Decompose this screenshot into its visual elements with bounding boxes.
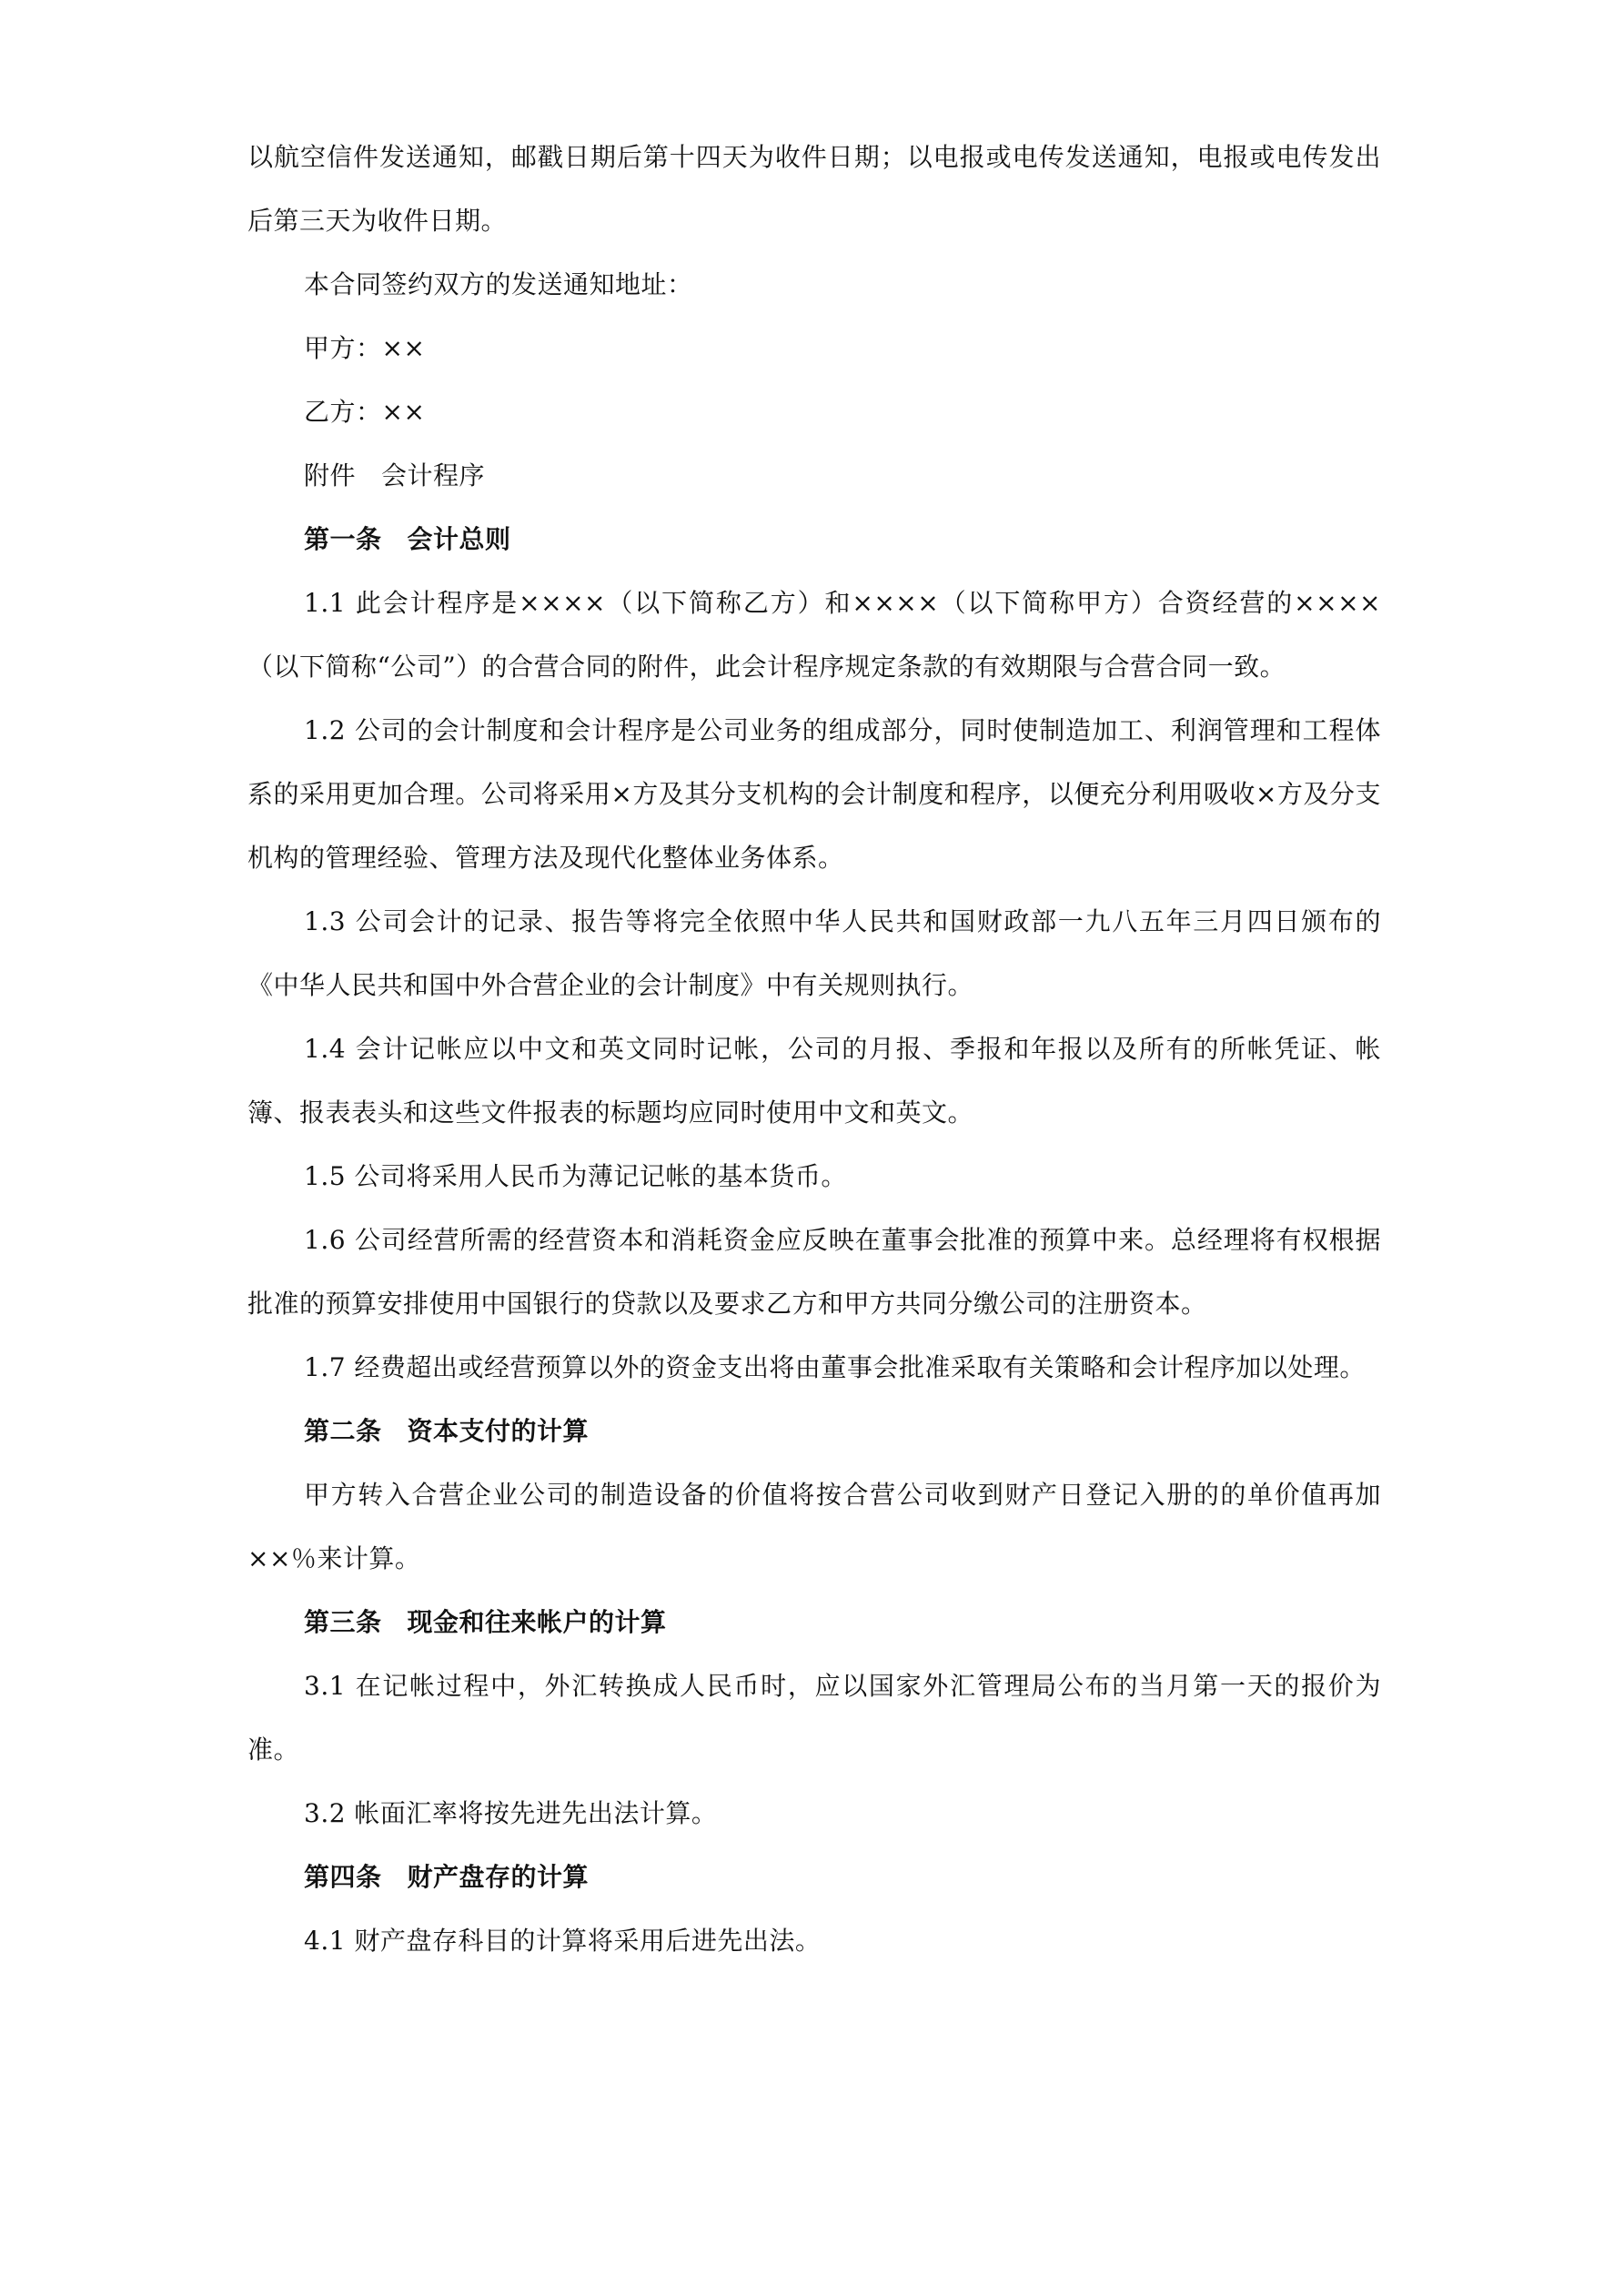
article-1-heading — [247, 508, 1381, 571]
article-4-number: 第四条 — [304, 1862, 382, 1892]
article-1-title: 会计总则 — [407, 524, 511, 554]
document-page — [247, 126, 1381, 1973]
party-a-address: 甲方：×× — [304, 333, 426, 363]
clause-3-1: 3.1 在记帐过程中，外汇转换成人民币时，应以国家外汇管理局公布的当月第一天的报价为准。 — [247, 1671, 1381, 1765]
clause-3-2: 3.2 帐面汇率将按先进先出法计算。 — [304, 1798, 718, 1828]
clause-1-6: 1.6 公司经营所需的经营资本和消耗资金应反映在董事会批准的预算中来。总经理将有权根据批准的预算安排使用中国银行的贷款以及要求乙方和甲方共同分缴公司的注册资本。 — [247, 1225, 1381, 1319]
attachment-title: 会计程序 — [381, 460, 486, 491]
article-4-title: 财产盘存的计算 — [407, 1862, 590, 1892]
clause-1-4: 1.4 会计记帐应以中文和英文同时记帐，公司的月报、季报和年报以及所有的所帐凭证、帐簿、报表表头和这些文件报表的标题均应同时使用中文和英文。 — [247, 1034, 1381, 1128]
article-2-title: 资本支付的计算 — [407, 1416, 590, 1446]
attachment-label: 附件 — [304, 460, 357, 491]
article-3-title: 现金和往来帐户的计算 — [407, 1607, 667, 1637]
intro-paragraph-notice-dates: 以航空信件发送通知，邮戳日期后第十四天为收件日期；以电报或电传发送通知，电报或电传发出后第三天为收件日期。 — [247, 142, 1381, 236]
article-4-heading — [247, 1846, 1381, 1909]
article-1-number: 第一条 — [304, 524, 382, 554]
clause-1-2: 1.2 公司的会计制度和会计程序是公司业务的组成部分，同时使制造加工、利润管理和工程体系的采用更加合理。公司将采用×方及其分支机构的会计制度和程序，以便充分利用吸收×方及分支机构的管理经验、管理方法及现代化整体业务体系。 — [247, 715, 1381, 873]
article-2-heading — [247, 1400, 1381, 1463]
clause-1-1: 1.1 此会计程序是××××（以下简称乙方）和××××（以下简称甲方）合资经营的××××（以下简称“公司”）的合营合同的附件，此会计程序规定条款的有效期限与合营合同一致。 — [247, 588, 1381, 682]
article-3-heading — [247, 1591, 1381, 1654]
clause-4-1: 4.1 财产盘存科目的计算将采用后进先出法。 — [304, 1926, 822, 1956]
clause-1-5: 1.5 公司将采用人民币为薄记记帐的基本货币。 — [304, 1161, 847, 1191]
article-2-number: 第二条 — [304, 1416, 382, 1446]
article-2-paragraph: 甲方转入合营企业公司的制造设备的价值将按合营公司收到财产日登记入册的的单价值再加××％来计算。 — [247, 1480, 1381, 1573]
party-b-address: 乙方：×× — [304, 397, 426, 427]
clause-1-7: 1.7 经费超出或经营预算以外的资金支出将由董事会批准采取有关策略和会计程序加以处理。 — [304, 1352, 1366, 1382]
attachment-line — [247, 444, 1381, 508]
intro-paragraph-addresses: 本合同签约双方的发送通知地址： — [304, 269, 693, 299]
clause-1-3: 1.3 公司会计的记录、报告等将完全依照中华人民共和国财政部一九八五年三月四日颁布的《中华人民共和国中外合营企业的会计制度》中有关规则执行。 — [247, 906, 1381, 1000]
article-3-number: 第三条 — [304, 1607, 382, 1637]
